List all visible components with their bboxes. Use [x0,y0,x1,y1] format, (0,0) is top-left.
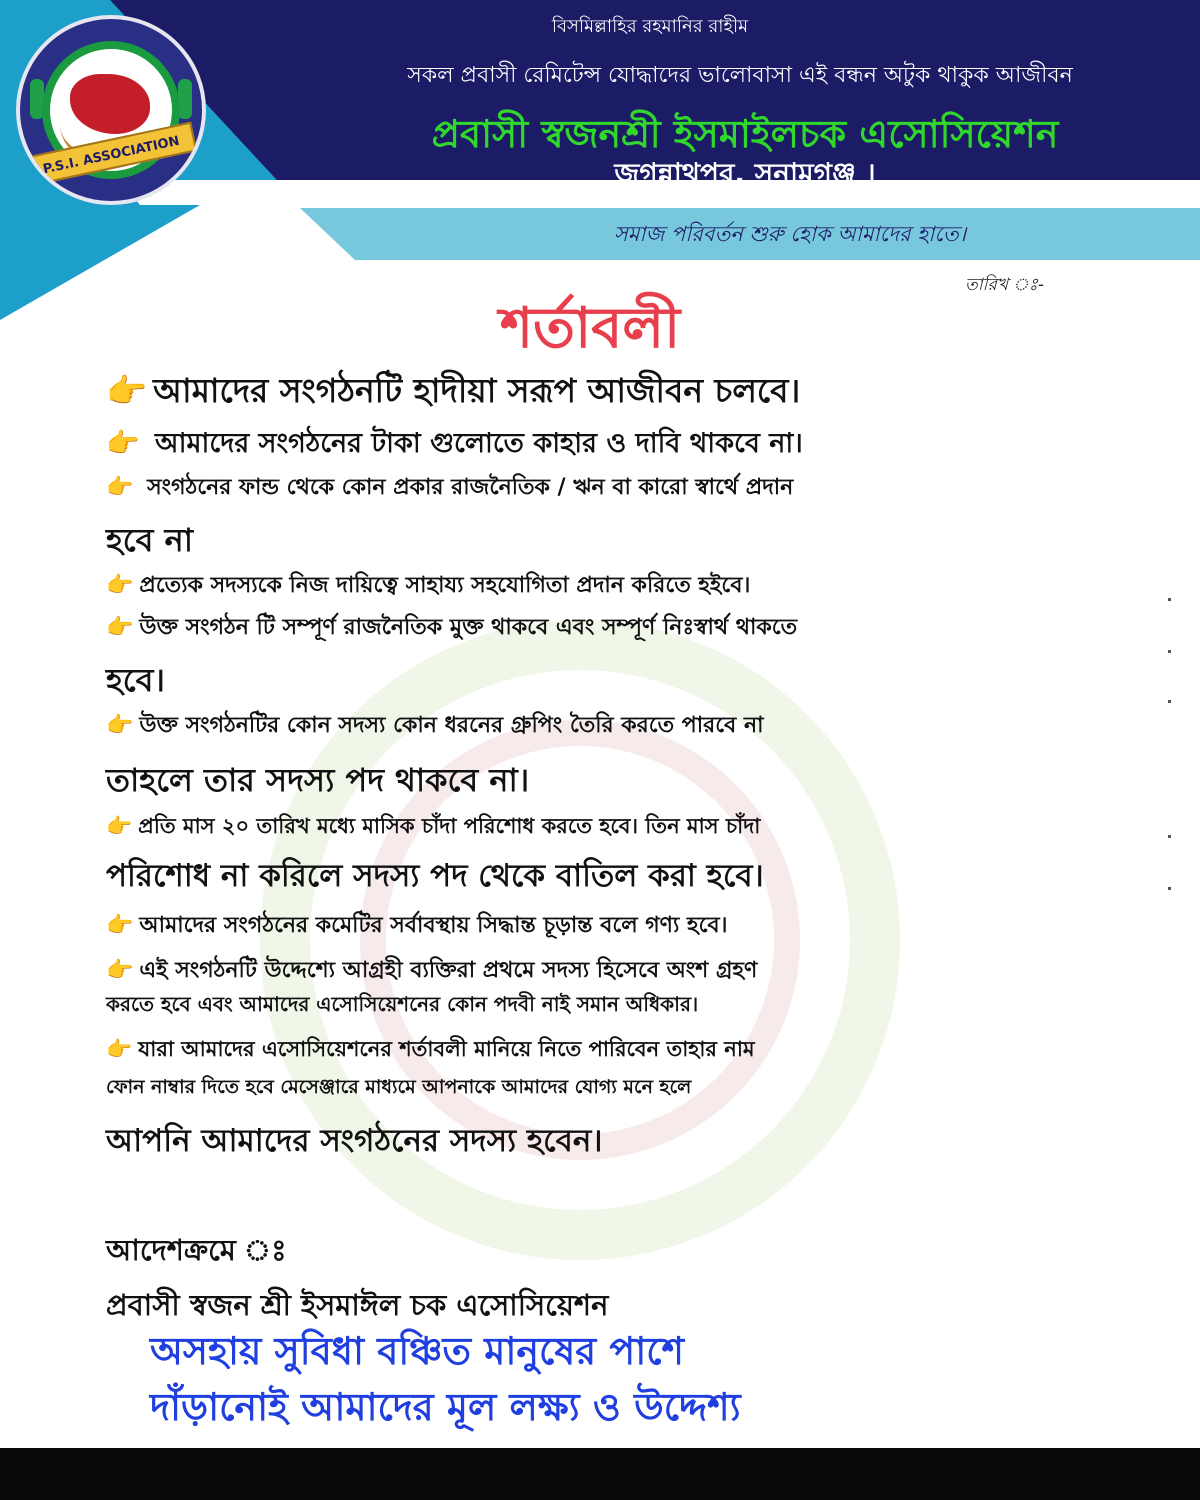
tagline: সমাজ পরিবর্তন শুরু হোক আমাদের হাতে। [613,222,967,246]
rule-line-continued: পরিশোধ না করিলে সদস্য পদ থেকে বাতিল করা হবে। [106,858,764,894]
mission-line-2: দাঁড়ানোই আমাদের মূল লক্ষ্য ও উদ্দেশ্য [150,1385,741,1429]
margin-dot [1168,835,1171,838]
mission-line-1: অসহায় সুবিধা বঞ্চিত মানুষের পাশে [150,1329,684,1373]
association-logo [16,15,206,205]
rule-line: 👉 সংগঠনের ফান্ড থেকে কোন প্রকার রাজনৈতিক / ঋন বা কারো স্বার্থে প্রদান [106,475,794,500]
rule-line: 👉 আমাদের সংগঠনটি হাদীয়া সরূপ আজীবন চলবে। [106,371,801,410]
page-title: শর্তাবলী [499,296,681,361]
margin-dot [1168,700,1171,703]
pointing-hand-icon: 👉 [106,371,148,410]
rule-line-continued: করতে হবে এবং আমাদের এসোসিয়েশনের কোন পদবী নাই সমান অধিকার। [106,992,699,1016]
rule-line-continued: হবে না [106,521,193,559]
margin-dot [1168,650,1171,653]
header-slogan: সকল প্রবাসী রেমিটেন্স যোদ্ধাদের ভালোবাসা এই বন্ধন অটুক থাকুক আজীবন [407,63,1073,88]
order-label: আদেশক্রমে ঃ [106,1233,287,1267]
pointing-hand-icon: 👉 [106,428,140,459]
pointing-hand-icon: 👉 [106,573,134,598]
signature-organization: প্রবাসী স্বজন শ্রী ইসমাঈল চক এসোসিয়েশন [106,1288,609,1322]
rule-line-continued: হবে। [106,661,165,699]
margin-dot [1168,887,1171,890]
pointing-hand-icon: 👉 [106,615,134,640]
rule-line: 👉 উক্ত সংগঠন টি সম্পূর্ণ রাজনৈতিক মুক্ত থাকবে এবং সম্পূর্ণ নিঃস্বার্থ থাকতে [106,615,798,640]
bismillah-text: বিসমিল্লাহির রহমানির রাহীম [551,16,749,37]
pointing-hand-icon: 👉 [106,475,134,500]
organization-name: প্রবাসী স্বজনশ্রী ইসমাইলচক এসোসিয়েশন [431,112,1059,156]
margin-dot [1168,598,1171,601]
rule-line-continued: আপনি আমাদের সংগঠনের সদস্য হবেন। [106,1123,603,1159]
pointing-hand-icon: 👉 [106,713,134,738]
organization-location: জগন্নাথপুর, সুনামগঞ্জ । [614,157,876,190]
rule-line: 👉 আমাদের সংগঠনের কমেটির সর্বাবস্থায় সিদ্ধান্ত চূড়ান্ত বলে গণ্য হবে। [106,913,728,938]
pointing-hand-icon: 👉 [106,913,134,938]
footer-bar [0,1448,1200,1500]
rule-line: 👉 আমাদের সংগঠনের টাকা গুলোতে কাহার ও দাবি থাকবে না। [106,428,803,459]
rule-line: 👉 যারা আমাদের এসোসিয়েশনের শর্তাবলী মানিয়ে নিতে পারিবেন তাহার নাম [106,1037,755,1061]
rule-line: 👉 প্রতি মাস ২০ তারিখ মধ্যে মাসিক চাঁদা পরিশোধ করতে হবে। তিন মাস চাঁদা [106,814,761,838]
rule-line-continued: ফোন নাম্বার দিতে হবে মেসেঞ্জারে মাধ্যমে আপনাকে আমাদের যোগ্য মনে হলে [106,1076,692,1098]
pointing-hand-icon: 👉 [106,1037,133,1061]
rule-line-continued: তাহলে তার সদস্য পদ থাকবে না। [106,761,530,799]
tree-icon [178,79,192,119]
rule-line: 👉 উক্ত সংগঠনটির কোন সদস্য কোন ধরনের গ্রুপিং তৈরি করতে পারবে না [106,713,764,738]
logo-banner: P.S.I. ASSOCIATION [25,122,198,187]
date-label: তারিখ ঃ- [965,275,1044,295]
pointing-hand-icon: 👉 [106,814,133,838]
pointing-hand-icon: 👉 [106,958,134,983]
rule-line: 👉 প্রত্যেক সদস্যকে নিজ দায়িত্বে সাহায্য সহযোগিতা প্রদান করিতে হইবে। [106,573,751,598]
rule-line: 👉 এই সংগঠনটি উদ্দেশ্যে আগ্রহী ব্যক্তিরা প্রথমে সদস্য হিসেবে অংশ গ্রহণ [106,958,758,983]
